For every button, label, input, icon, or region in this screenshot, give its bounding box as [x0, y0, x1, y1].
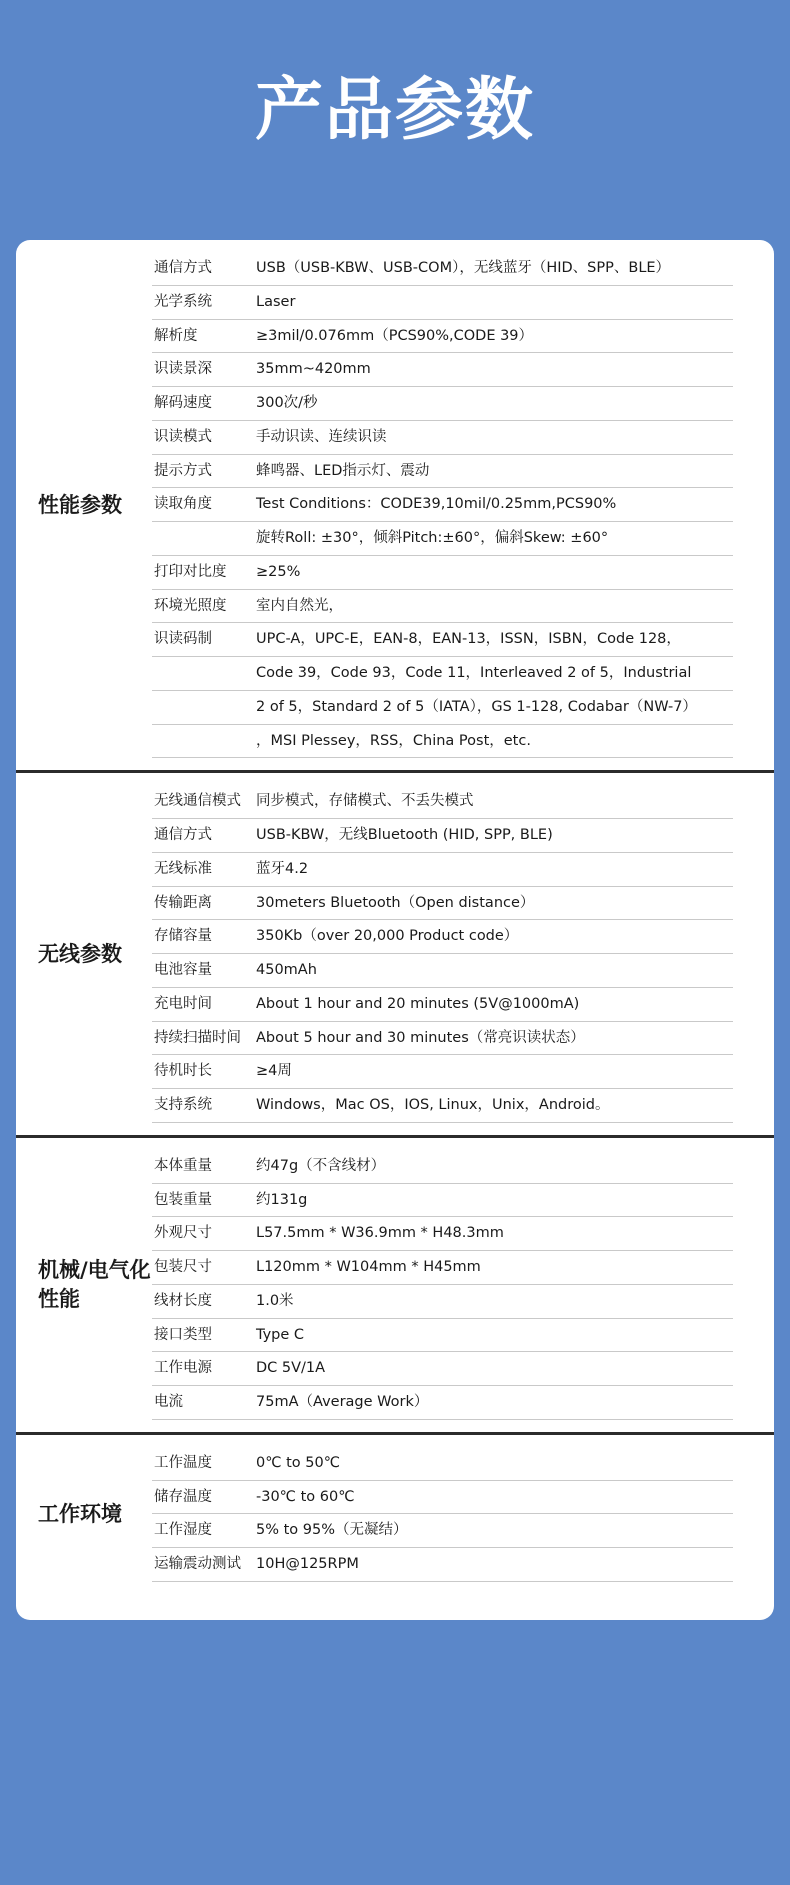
spec-row-value: 10H@125RPM	[256, 1556, 359, 1572]
spec-row-value: L120mm * W104mm * H45mm	[256, 1259, 481, 1275]
spec-row-value: 300次/秒	[256, 395, 318, 411]
spec-row-value: ≥25%	[256, 563, 301, 580]
spec-row-key: 解析度	[154, 327, 198, 344]
spec-row-value: USB（USB-KBW、USB-COM），无线蓝牙（HID、SPP、BLE）	[256, 260, 671, 276]
spec-row	[152, 1055, 733, 1089]
spec-row	[152, 785, 733, 819]
spec-row-key: 打印对比度	[154, 563, 227, 580]
spec-row-key: 外观尺寸	[154, 1225, 212, 1242]
spec-row-value: 2 of 5，Standard 2 of 5（IATA），GS 1-128, Codabar（NW-7）	[256, 698, 697, 715]
spec-row-group	[152, 1138, 774, 1432]
spec-row	[152, 556, 733, 590]
title-banner	[0, 0, 790, 240]
spec-row-key: 储存温度	[154, 1488, 212, 1505]
spec-row-key: 待机时长	[154, 1063, 212, 1080]
spec-row-value: Laser	[256, 293, 296, 310]
spec-row-value: ，MSI Plessey，RSS，China Post，etc.	[256, 732, 531, 749]
spec-row-value: 75mA（Average Work）	[256, 1394, 429, 1410]
spec-row-value: 室内自然光，	[256, 597, 343, 614]
spec-section	[16, 1135, 774, 1432]
spec-row-value: ≥4周	[256, 1063, 292, 1080]
spec-row-value: 35mm~420mm	[256, 361, 371, 378]
spec-row-value: L57.5mm * W36.9mm * H48.3mm	[256, 1225, 504, 1242]
spec-row	[152, 1319, 733, 1353]
spec-row-key: 通信方式	[154, 827, 212, 843]
spec-row-value: Type C	[256, 1326, 305, 1343]
spec-row	[152, 1022, 733, 1056]
spec-row	[152, 954, 733, 988]
card-bottom-padding	[16, 1594, 774, 1620]
section-label: 性能参数	[38, 492, 122, 517]
spec-row	[152, 1386, 733, 1420]
spec-row-key: 识读码制	[154, 631, 212, 648]
spec-row-key: 本体重量	[154, 1157, 212, 1174]
spec-row-value: Windows，Mac OS，IOS, Linux，Unix，Android。	[256, 1097, 610, 1113]
spec-row-key: 提示方式	[154, 462, 212, 479]
spec-row	[152, 887, 733, 921]
spec-row-key: 线材长度	[154, 1292, 212, 1309]
spec-row	[152, 623, 733, 657]
spec-row	[152, 353, 733, 387]
spec-row	[152, 1217, 733, 1251]
spec-row-key: 无线标准	[154, 860, 212, 877]
section-label: 工作环境	[38, 1502, 122, 1527]
spec-row-key: 包装尺寸	[154, 1259, 212, 1275]
spec-row-key: 接口类型	[154, 1326, 212, 1343]
spec-row-value: 同步模式，存储模式、不丢失模式	[256, 793, 474, 810]
spec-row	[152, 286, 733, 320]
spec-row	[152, 1150, 733, 1184]
spec-row-value: 30meters Bluetooth（Open distance）	[256, 894, 535, 911]
spec-row-key: 存储容量	[154, 928, 212, 945]
spec-row-value: 约47g（不含线材）	[256, 1157, 386, 1174]
spec-row-value: UPC-A，UPC-E，EAN-8，EAN-13，ISSN，ISBN，Code 128，	[256, 631, 681, 648]
spec-row	[152, 1184, 733, 1218]
section-label: 无线参数	[38, 941, 122, 966]
spec-row-key: 电池容量	[154, 962, 212, 978]
spec-row-value: USB-KBW，无线Bluetooth (HID, SPP, BLE)	[256, 827, 553, 843]
spec-row-value: 约131g	[256, 1191, 308, 1208]
spec-row	[152, 1285, 733, 1319]
spec-row	[152, 590, 733, 624]
spec-row	[152, 1548, 733, 1582]
spec-row-value: 手动识读、连续识读	[256, 428, 387, 445]
spec-section	[16, 240, 774, 770]
spec-row-key: 光学系统	[154, 293, 212, 310]
spec-row-key: 通信方式	[154, 260, 212, 276]
spec-row-key: 解码速度	[154, 395, 212, 411]
spec-row	[152, 988, 733, 1022]
spec-row-value: Test Conditions：CODE39,10mil/0.25mm,PCS90%	[256, 496, 617, 513]
spec-row-key: 运输震动测试	[154, 1556, 241, 1572]
spec-row	[152, 320, 733, 354]
spec-row-key: 充电时间	[154, 995, 212, 1012]
spec-row-value: 5% to 95%（无凝结）	[256, 1522, 408, 1539]
spec-row	[152, 522, 733, 556]
spec-row-value: 蓝牙4.2	[256, 860, 309, 877]
spec-row-key: 工作湿度	[154, 1522, 212, 1539]
spec-row-value: Code 39，Code 93，Code 11，Interleaved 2 of 5，Industrial	[256, 665, 692, 681]
spec-row	[152, 1447, 733, 1481]
spec-row-value: ≥3mil/0.076mm（PCS90%,CODE 39）	[256, 327, 534, 344]
spec-row	[152, 1514, 733, 1548]
spec-row-key: 工作电源	[154, 1360, 212, 1377]
spec-section	[16, 770, 774, 1135]
section-label: 机械/电气化性能	[38, 1258, 151, 1311]
spec-section	[16, 1432, 774, 1594]
spec-row-key: 电流	[154, 1394, 183, 1410]
page-title: 产品参数	[254, 71, 535, 150]
spec-row-value: 1.0米	[256, 1292, 294, 1309]
spec-row	[152, 1089, 733, 1123]
spec-row-value: 旋转Roll: ±30°，倾斜Pitch:±60°，偏斜Skew: ±60°	[256, 530, 609, 546]
spec-row	[152, 252, 733, 286]
spec-row-key: 持续扫描时间	[154, 1029, 241, 1046]
spec-row-value: 450mAh	[256, 962, 317, 978]
spec-row	[152, 920, 733, 954]
spec-row	[152, 853, 733, 887]
spec-row-key: 支持系统	[154, 1097, 212, 1113]
spec-row-group	[152, 773, 774, 1135]
spec-row	[152, 421, 733, 455]
spec-row	[152, 387, 733, 421]
spec-row-group	[152, 1435, 774, 1594]
spec-row-key: 传输距离	[154, 894, 212, 911]
spec-row	[152, 819, 733, 853]
spec-row	[152, 1251, 733, 1285]
spec-row	[152, 1352, 733, 1386]
spec-row-value: About 5 hour and 30 minutes（常亮识读状态）	[256, 1029, 585, 1046]
spec-row-value: 350Kb（over 20,000 Product code）	[256, 928, 519, 945]
spec-row-key: 读取角度	[154, 496, 212, 513]
spec-row-key: 识读景深	[154, 361, 212, 378]
spec-row-value: 0℃ to 50℃	[256, 1454, 341, 1471]
spec-card	[16, 240, 774, 1620]
spec-row	[152, 488, 733, 522]
spec-row	[152, 691, 733, 725]
spec-row-key: 包装重量	[154, 1191, 212, 1208]
spec-row-key: 识读模式	[154, 428, 212, 445]
spec-row-key: 环境光照度	[154, 597, 227, 614]
spec-row-value: -30℃ to 60℃	[256, 1488, 355, 1505]
spec-row	[152, 1481, 733, 1515]
spec-sections	[16, 240, 774, 1594]
spec-row-group	[152, 240, 774, 770]
spec-row-value: About 1 hour and 20 minutes (5V@1000mA)	[256, 995, 580, 1012]
spec-row-key: 工作温度	[154, 1454, 212, 1471]
spec-row	[152, 725, 733, 759]
spec-row	[152, 657, 733, 691]
spec-row-value: 蜂鸣器、LED指示灯、震动	[256, 462, 430, 479]
spec-row-value: DC 5V/1A	[256, 1360, 326, 1377]
spec-row-key: 无线通信模式	[154, 793, 241, 810]
spec-row	[152, 455, 733, 489]
